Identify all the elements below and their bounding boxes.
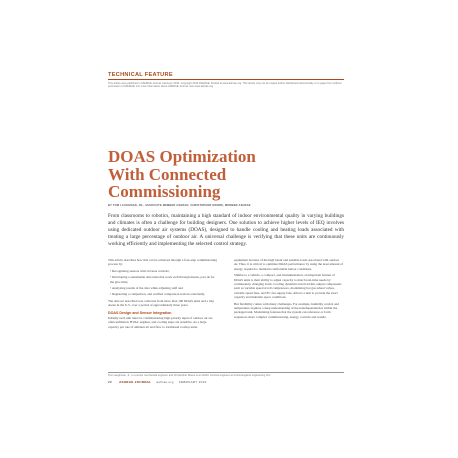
list-item: • Developing a sustainable data rules that work well through means, part, & for the give time;	[110, 275, 215, 284]
title-line: Commissioning	[108, 182, 221, 201]
page-footer	[108, 380, 207, 384]
page-number: 22	[108, 380, 112, 384]
article-title	[108, 148, 344, 201]
body-paragraph: Initially each unit must be commissioning high-priority input of outdoor air are often unfiltered, HVAC engines, and cooling steps are sensitive. As a large capacity per rate of ambient air and flow to traditional rooftop units.	[108, 316, 213, 329]
body-paragraph: Similar to a vehicle, a compact, and instrumentation, an important feature of DOAS units is their ability to adjust capacity to match real-time needs by continuously changing loads. Cooling dynamics involved this output components such as variable speed scroll compressors, modulating hot gas reheat valves, variable speed fans, and EC fan supply fans. Allows a unit to provide the exact capacity and maintain space conditions.	[234, 273, 342, 300]
copyright-notice: This article was published in ASHRAE Journal, February 2010. Copyright 2010 ASHRAE. Posted at www.ashrae.org. This article may not be copied and/or distributed electronically or in paper form without permission of ASHRAE. For more information about ASHRAE Journal, visit www.ashrae.org.	[108, 82, 342, 89]
kicker-rule	[108, 79, 344, 80]
list-item: • Analyzing results of the data while adjusting staff and	[110, 286, 183, 291]
body-column-left	[108, 258, 218, 331]
body-paragraph: equipment because of the high latent and sensible loads associated with outdoor air. Thus, it is critical to optimize DOAS performance by using the least amount of energy required to maintain comfortable indoor conditions.	[234, 258, 344, 271]
list-item: • Registering a comparison, and verified comparison reviews externally.	[110, 292, 206, 297]
list-item: • Recognizing sensors with obvious controls;	[110, 268, 170, 273]
author-bio: Tom Laughman, Jr., is a senior mechanical engineer and Christopher Moore is an HVAC controls engineer at a New England engineering firm.	[108, 372, 344, 377]
section-kicker: TECHNICAL FEATURE	[108, 72, 173, 78]
body-paragraph: This article describes how this can be achieved through a four-step commissioning process by:	[108, 258, 217, 267]
title-line: With Connected	[108, 164, 227, 184]
article-page	[108, 60, 344, 410]
body-paragraph: But flexibility comes with many challenges. For example, humidity control and temperature requires a deep understanding of the interdependencies within the packaged unit. Modulating features that the system can reference or form sequences more complex commissioning, energy, controls and results.	[234, 301, 339, 319]
body-column-right	[234, 258, 344, 321]
body-paragraph: The data set described was collected from more than 100 DOAS units and a tiny dozen in the U.S. over a period of approximately three years.	[108, 298, 215, 308]
issue-date: FEBRUARY 2010	[178, 380, 207, 384]
title-line: DOAS Optimization	[108, 147, 256, 166]
author-byline: BY TOM LAUGHMAN, JR., ASSOCIATE MEMBER ASHRAE; CHRISTOPHER MOORE, MEMBER ASHRAE	[108, 204, 251, 207]
magazine-name: ASHRAE JOURNAL	[119, 380, 152, 384]
section-subhead: DOAS Design and Sensor Integration	[108, 310, 172, 315]
lede-paragraph: From classrooms to robotics, maintaining a high standard of indoor environmental quality in varying buildings and climates is often a challenge for building designers. One solution to achieve higher levels of IEQ involves using dedicated outdoor air systems (DOAS), designed to handle cooling and heating loads associated with treating a large percentage of outdoor air. A universal challenge is verifying that these units are continuously working efficiently and implementing the selected control strategy.	[108, 213, 344, 248]
website: ashrae.org	[156, 380, 174, 384]
